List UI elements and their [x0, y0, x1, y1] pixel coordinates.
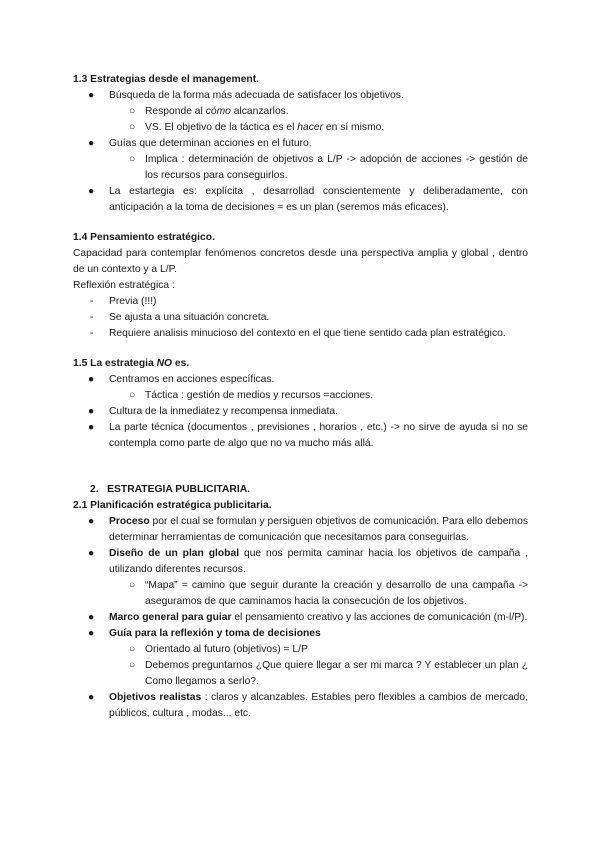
- s2-bullet-2: Diseño de un plan global que nos permita caminar hacia los objetivos de campaña , utilizando diferentes recursos.: [109, 548, 528, 575]
- section-1-3-title: 1.3 Estrategias desde el management.: [73, 74, 259, 85]
- s2-sub-1: “Mapa” = camino que seguir durante la creación y desarrollo de una campaña -> aseguramos de que caminamos hacia la consecución de los objetivos.: [145, 580, 528, 607]
- circle-bullet-icon: ○: [129, 644, 136, 655]
- dash-icon: -: [90, 328, 94, 339]
- s13-sub-2: VS. El objetivo de la táctica es el hacer en sí mismo.: [145, 122, 385, 133]
- bullet-icon: ●: [88, 406, 95, 417]
- bullet-icon: ●: [88, 138, 95, 149]
- circle-bullet-icon: ○: [129, 660, 136, 671]
- s15-bullet-2: Cultura de la inmediatez y recompensa inmediata.: [109, 406, 338, 417]
- bullet-icon: ●: [88, 612, 95, 623]
- s14-item-3: Requiere analisis minucioso del contexto en el que tiene sentido cada plan estratégico.: [109, 328, 506, 339]
- s2-bullet-5: Objetivos realistas : claros y alcanzables. Estables pero flexibles a cambios de mercado, públicos, cultura , modas... etc.: [109, 692, 528, 719]
- circle-bullet-icon: ○: [129, 106, 136, 117]
- bullet-icon: ●: [88, 186, 95, 197]
- s13-bullet-1: Búsqueda de la forma más adecuada de satisfacer los objetivos.: [109, 90, 404, 101]
- s15-sub-1: Táctica : gestión de medios y recursos =acciones.: [145, 390, 374, 401]
- s13-bullet-2: Guías que determinan acciones en el futuro.: [109, 138, 312, 149]
- s14-intro: Reflexión estratégica :: [73, 280, 175, 291]
- bullet-icon: ●: [88, 692, 95, 703]
- bullet-icon: ●: [88, 90, 95, 101]
- s13-sub-3: Implica : determinación de objetivos a L/P -> adopción de acciones -> gestión de los recursos para conseguirlos.: [145, 154, 528, 181]
- section-1-4-title: 1.4 Pensamiento estratégico.: [73, 232, 215, 243]
- s2-sub-3: Debemos preguntarnos ¿Que quiere llegar a ser mi marca ? Y establecer un plan ¿ Como llegamos a serlo?.: [145, 660, 528, 687]
- dash-icon: -: [90, 296, 94, 307]
- dash-icon: -: [90, 312, 94, 323]
- s14-paragraph: Capacidad para contemplar fenómenos concretos desde una perspectiva amplia y global , dentro de un contexto y a L/P.: [73, 248, 528, 275]
- s14-item-1: Previa (!!!): [109, 296, 157, 307]
- section-1-5-title: 1.5 La estrategia NO es.: [73, 358, 190, 369]
- s14-item-2: Se ajusta a una situación concreta.: [109, 312, 270, 323]
- s2-bullet-1: Proceso por el cual se formulan y persiguen objetivos de comunicación. Para ello debemos determinar herramientas de comunicación que necesitamos para conseguirlas.: [109, 516, 528, 543]
- s13-bullet-3: La estartegia es: explícita , desarrollad conscientemente y deliberadamente, con anticipación a la toma de decisiones = es un plan (seremos más eficaces).: [109, 186, 528, 213]
- circle-bullet-icon: ○: [129, 122, 136, 133]
- s2-sub-2: Orientado al futuro (objetivos) = L/P: [145, 644, 308, 655]
- bullet-icon: ●: [88, 516, 95, 527]
- bullet-icon: ●: [88, 628, 95, 639]
- s2-bullet-4: Guía para la reflexión y toma de decisiones: [109, 628, 321, 639]
- s15-bullet-3: La parte técnica (documentos , previsiones , horarios , etc.) -> no sirve de ayuda si no se contempla como parte de algo que no va mucho más allá.: [109, 422, 528, 449]
- s13-sub-1: Responde al cómo alcanzarlos.: [145, 106, 289, 117]
- bullet-icon: ●: [88, 374, 95, 385]
- s2-bullet-3: Marco general para guiar el pensamiento creativo y las acciones de comunicación (m-l/P).: [109, 612, 528, 623]
- s15-bullet-1: Centramos en acciones específicas.: [109, 374, 275, 385]
- circle-bullet-icon: ○: [129, 390, 136, 401]
- section-2-1-title: 2.1 Planificación estratégica publicitaria.: [73, 500, 272, 511]
- bullet-icon: ●: [88, 422, 95, 433]
- circle-bullet-icon: ○: [129, 154, 136, 165]
- bullet-icon: ●: [88, 548, 95, 559]
- circle-bullet-icon: ○: [129, 580, 136, 591]
- section-2-title: 2. ESTRATEGIA PUBLICITARIA.: [90, 484, 250, 495]
